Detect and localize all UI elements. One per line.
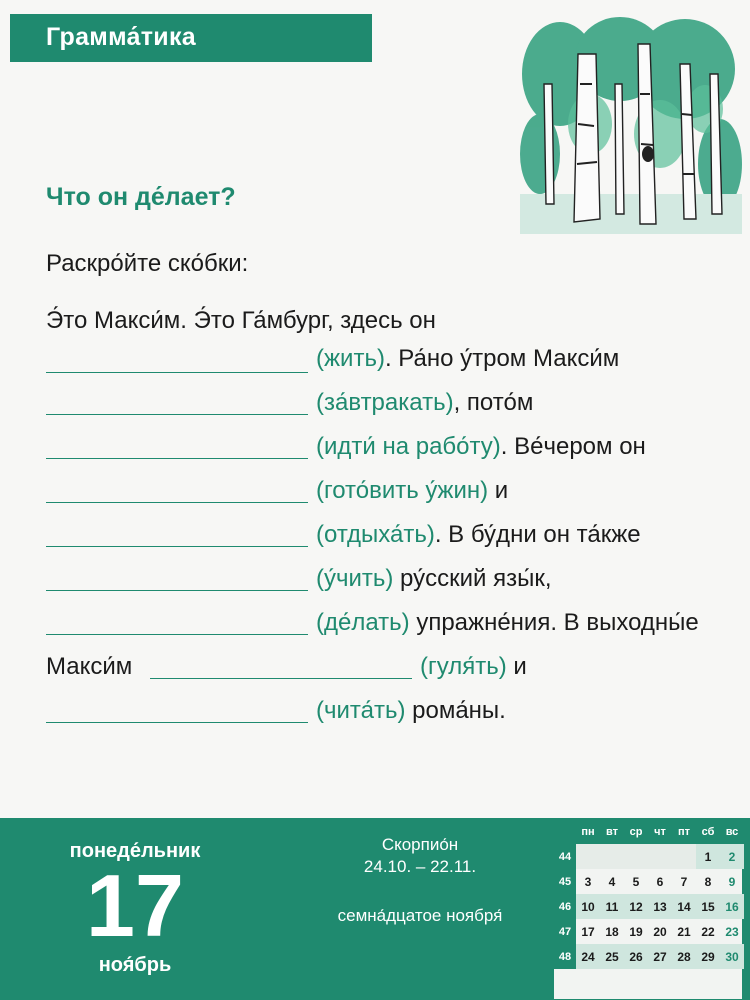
line-text: . В бу́дни он та́кже	[434, 521, 641, 548]
line-text: . Ра́но у́тром Макси́м	[384, 345, 620, 372]
calendar-day: 9	[728, 874, 736, 889]
calendar-day: 28	[672, 944, 696, 969]
calendar-day	[600, 844, 624, 869]
calendar-week-number: 45	[554, 869, 576, 894]
month-label: ноя́брь	[98, 954, 172, 976]
verb-hint: (за́втракать)	[316, 389, 454, 416]
line-text: рома́ны.	[405, 697, 506, 724]
line-text: . Ве́чером он	[500, 433, 646, 460]
verb-hint: (жить)	[316, 345, 385, 372]
zodiac-name: Скорпио́н	[381, 835, 459, 854]
calendar-day: 10	[576, 894, 600, 919]
verb-hint: (гото́вить у́жин)	[316, 477, 489, 504]
exercise-line	[316, 564, 552, 594]
exercise-line	[316, 432, 646, 462]
answer-blank[interactable]	[46, 502, 308, 503]
calendar-weekday-header: ср	[624, 819, 648, 844]
exercise-line	[316, 344, 619, 374]
line-text: и	[506, 653, 527, 680]
calendar-day: 14	[672, 894, 696, 919]
verb-hint: (у́чить)	[316, 565, 394, 592]
calendar-day: 21	[677, 924, 691, 939]
exercise-line	[316, 520, 641, 550]
date-in-words: семна́дцатое ноября́	[337, 906, 503, 925]
calendar-day: 7	[680, 874, 688, 889]
exercise-line-start: Макси́м	[46, 653, 133, 680]
line-text: и	[488, 477, 509, 504]
exercise-line	[316, 476, 508, 506]
birch-forest-illustration	[520, 14, 742, 234]
calendar-day: 30	[720, 944, 744, 969]
calendar-day: 4	[608, 874, 616, 889]
answer-blank[interactable]	[46, 414, 308, 415]
calendar-weekday-header: пт	[672, 819, 696, 844]
calendar-day: 6	[656, 874, 664, 889]
exercise-instruction: Раскро́йте ско́бки:	[46, 250, 249, 277]
calendar-grid	[554, 819, 744, 969]
verb-hint: (отдыха́ть)	[316, 521, 435, 548]
verb-hint: (гуля́ть)	[420, 653, 507, 680]
calendar-day: 24	[576, 944, 600, 969]
calendar-day	[624, 844, 648, 869]
calendar-day: 1	[696, 844, 720, 869]
day-number: 17	[86, 856, 184, 955]
zodiac-info	[300, 834, 540, 878]
verb-hint: (идти́ на рабо́ту)	[316, 433, 501, 460]
calendar-day: 3	[584, 874, 592, 889]
exercise-intro: Э́то Макси́м. Э́то Га́мбург, здесь он	[46, 307, 436, 334]
calendar-day: 22	[701, 924, 715, 939]
calendar-day: 18	[605, 924, 619, 939]
calendar-day: 25	[600, 944, 624, 969]
calendar-day: 5	[632, 874, 640, 889]
calendar-day: 11	[600, 894, 624, 919]
calendar-day: 17	[581, 924, 595, 939]
answer-blank[interactable]	[46, 546, 308, 547]
exercise-title: Что он де́лает?	[46, 183, 236, 211]
calendar-week-number: 44	[554, 844, 576, 869]
weekday-label: понеде́льник	[69, 840, 201, 862]
calendar-day	[672, 844, 696, 869]
calendar-day: 2	[720, 844, 744, 869]
calendar-day: 20	[653, 924, 667, 939]
exercise-line	[420, 652, 527, 682]
exercise-line	[316, 608, 699, 638]
answer-blank[interactable]	[46, 722, 308, 723]
answer-blank[interactable]	[46, 590, 308, 591]
answer-blank[interactable]	[46, 458, 308, 459]
calendar-day	[576, 844, 600, 869]
calendar-day: 8	[704, 874, 712, 889]
calendar-day: 15	[696, 894, 720, 919]
section-title: Грамма́тика	[46, 23, 196, 51]
calendar-corner	[554, 819, 576, 844]
mini-calendar	[553, 818, 743, 1000]
answer-blank[interactable]	[150, 678, 412, 679]
verb-hint: (де́лать)	[316, 609, 410, 636]
calendar-week-number: 47	[554, 919, 576, 944]
calendar-day: 27	[648, 944, 672, 969]
calendar-weekday-header: вс	[720, 819, 744, 844]
calendar-day: 12	[624, 894, 648, 919]
exercise-line	[316, 388, 533, 418]
answer-blank[interactable]	[46, 634, 308, 635]
zodiac-range: 24.10. – 22.11.	[363, 857, 477, 876]
line-text: , пото́м	[453, 389, 534, 416]
calendar-weekday-header: чт	[648, 819, 672, 844]
calendar-week-number: 48	[554, 944, 576, 969]
calendar-day: 16	[720, 894, 744, 919]
calendar-day: 23	[725, 924, 739, 939]
calendar-day: 13	[648, 894, 672, 919]
exercise-line	[316, 696, 506, 726]
verb-hint: (чита́ть)	[316, 697, 406, 724]
calendar-weekday-header: вт	[600, 819, 624, 844]
calendar-week-number: 46	[554, 894, 576, 919]
calendar-day: 29	[696, 944, 720, 969]
calendar-weekday-header: сб	[696, 819, 720, 844]
calendar-day	[648, 844, 672, 869]
line-text: упражне́ния. В выходны́е	[409, 609, 699, 636]
line-text: ру́сский язы́к,	[393, 565, 552, 592]
calendar-weekday-header: пн	[576, 819, 600, 844]
calendar-day: 19	[629, 924, 643, 939]
answer-blank[interactable]	[46, 372, 308, 373]
calendar-day: 26	[624, 944, 648, 969]
section-header	[10, 14, 372, 62]
